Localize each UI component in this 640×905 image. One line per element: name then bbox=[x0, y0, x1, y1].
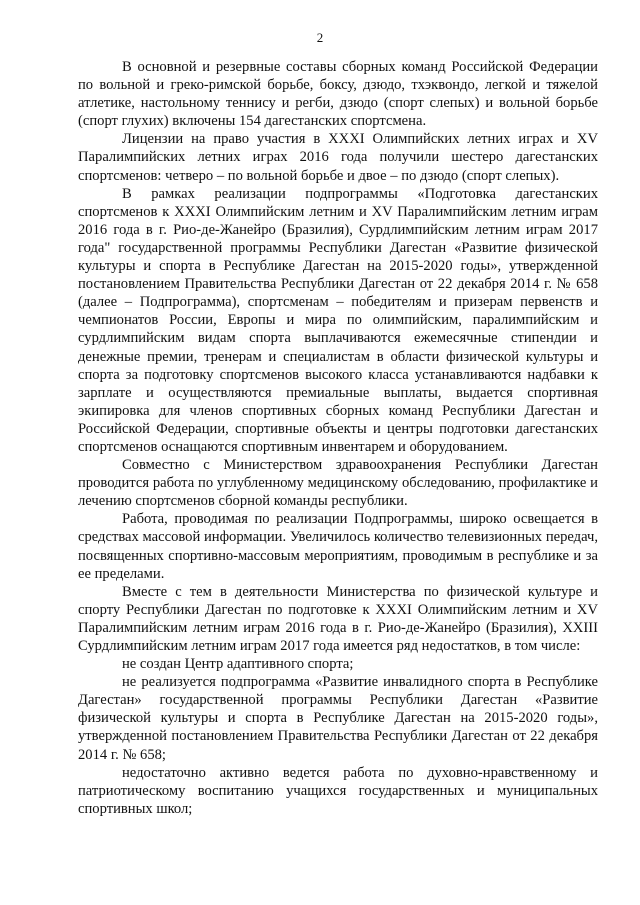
paragraph-media-coverage: Работа, проводимая по реализации Подпрограммы, широко освещается в средствах массовой информации. Увеличилось количество телевизионных передач, посвященных спортивно-массовым мероприятиям, проводимым в республике и за ее пределами. bbox=[78, 511, 598, 582]
document-body bbox=[78, 58, 598, 818]
paragraph-national-team-members: В основной и резервные составы сборных команд Российской Федерации по вольной и греко-римской борьбе, боксу, дзюдо, тхэквондо, легкой и тяжелой атлетике, настольному теннису и регби, дзюдо (спорт слепых) и вольной борьбе (спорт глухих) включены 154 дагестанских спортсмена. bbox=[78, 59, 598, 130]
paragraph-subprogram-implementation: В рамках реализации подпрограммы «Подготовка дагестанских спортсменов к XXXI Олимпийским летним и XV Паралимпийским летним играм 2016 года в г. Рио-де-Жанейро (Бразилия), Сурдлимпийским летним играм 2017 года" государственной программы Республики Дагестан «Развитие физической культуры и спорта в Республике Дагестан на 2015-2020 годы», утвержденной постановлением Правительства Республики Дагестан от 22 декабря 2014 г. № 658 (далее – Подпрограмма), спортсменам – победителям и призерам первенств и чемпионатов России, Европы и мира по олимпийским, паралимпийским и сурдлимпийским видам спорта выплачиваются ежемесячные стипендии и денежные премии, тренерам и специалистам в области физической культуры и спорта за подготовку спортсменов высокого класса устанавливаются надбавки к зарплате и осуществляются премиальные выплаты, выдается спортивная экипировка для членов спортивных сборных команд Республики Дагестан и Российской Федерации, спортивные объекты и центры подготовки дагестанских спортсменов оснащаются спортивным инвентарем и оборудованием. bbox=[78, 185, 598, 455]
list-item-disabled-sport-subprogram: не реализуется подпрограмма «Развитие инвалидного спорта в Республике Дагестан» государственной программы Республики Дагестан «Развитие физической культуры и спорта в Республике Дагестан на 2015-2020 годы», утвержденной постановлением Правительства Республики Дагестан от 22 декабря 2014 г. № 658; bbox=[78, 674, 598, 763]
paragraph-olympic-licenses: Лицензии на право участия в XXXI Олимпийских летних играх и XV Паралимпийских летних играх 2016 года получили шестеро дагестанских спортсменов: четверо – по вольной борьбе и двое – по дзюдо (спорт слепых). bbox=[78, 131, 598, 184]
page-number: 2 bbox=[316, 30, 324, 45]
paragraph-shortcomings-intro: Вместе с тем в деятельности Министерства по физической культуре и спорту Республики Дагестан по подготовке к XXXI Олимпийским летним и XV Паралимпийским летним играм 2016 года в г. Рио-де-Жанейро (Бразилия), XXIII Сурдлимпийским летним играм 2017 года имеется ряд недостатков, в том числе: bbox=[78, 583, 598, 654]
list-item-adaptive-sport-center: не создан Центр адаптивного спорта; bbox=[122, 656, 354, 673]
list-item-patriotic-education: недостаточно активно ведется работа по духовно-нравственному и патриотическому воспитанию учащихся государственных и муниципальных спортивных школ; bbox=[78, 764, 598, 817]
paragraph-medical-examination: Совместно с Министерством здравоохранения Республики Дагестан проводится работа по углубленному медицинскому обследованию, профилактике и лечению спортсменов сборной команды республики. bbox=[78, 457, 598, 510]
